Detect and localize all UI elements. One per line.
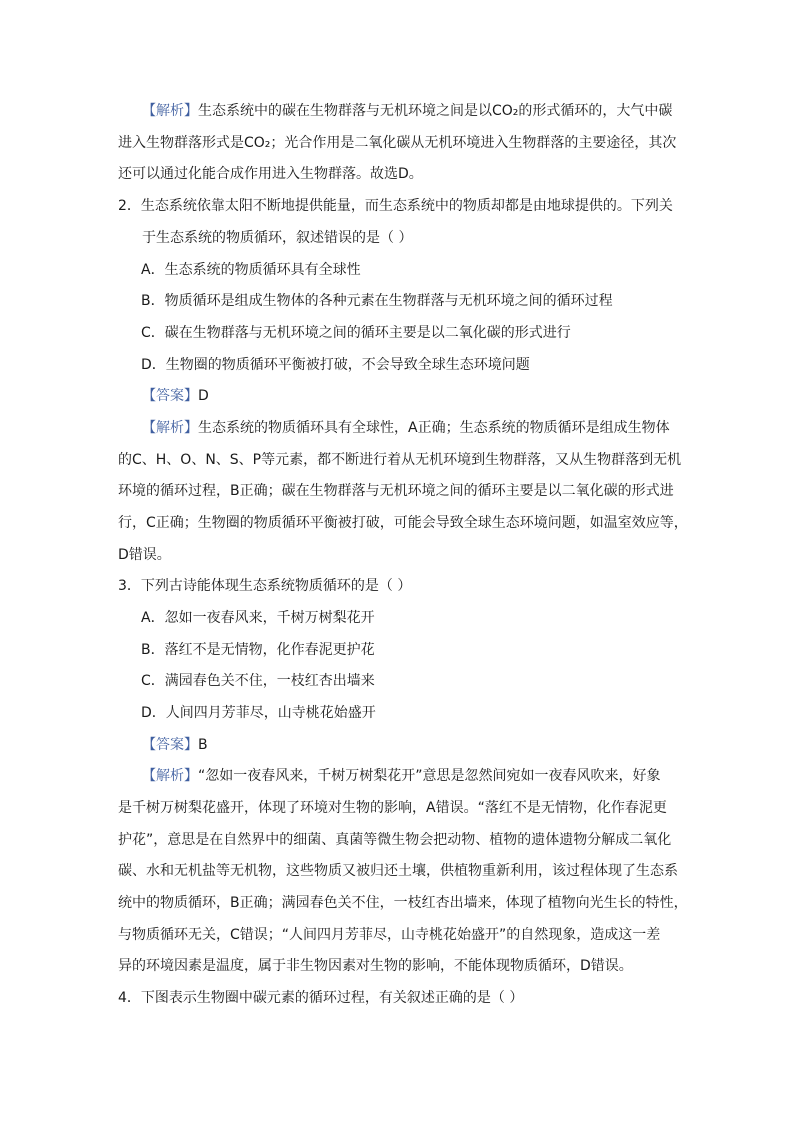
analysis-text: 碳、水和无机盐等无机物，这些物质又被归还土壤，供植物重新利用，该过程体现了生态系	[118, 863, 678, 879]
analysis-text: 生态系统中的碳在生物群落与无机环境之间是以CO₂的形式循环的，大气中碳	[198, 103, 673, 119]
question-2-option-c: C．碳在生物群落与无机环境之间的循环主要是以二氧化碳的形式进行	[141, 325, 571, 341]
question-3-option-c: C．满园春色关不住，一枝红杏出墙来	[141, 673, 375, 689]
analysis-text: 异的环境因素是温度，属于非生物因素对生物的影响，不能体现物质循环，D错误。	[118, 958, 633, 974]
question-3-option-d: D．人间四月芳菲尽，山寺桃花始盛开	[141, 705, 376, 721]
question-2-answer	[142, 386, 209, 406]
analysis-text: D错误。	[118, 547, 171, 563]
question-3-stem: 3．下列古诗能体现生态系统物质循环的是（ ）	[118, 578, 412, 594]
analysis-tag: 【解析】	[142, 768, 198, 784]
question-2-analysis	[142, 418, 670, 438]
question-2-stem: 2．生态系统依靠太阳不断地提供能量，而生态系统中的物质却都是由地球提供的。下列关	[118, 198, 673, 214]
analysis-text: 进入生物群落形式是CO₂；光合作用是二氧化碳从无机环境进入生物群落的主要途径，其次	[118, 135, 677, 151]
question-3-option-b: B．落红不是无情物，化作春泥更护花	[141, 642, 375, 658]
question-2-option-b: B．物质循环是组成生物体的各种元素在生物群落与无机环境之间的循环过程	[141, 293, 613, 309]
analysis-text: 行，C正确；生物圈的物质循环平衡被打破，可能会导致全球生态环境问题，如温室效应等，	[118, 515, 688, 531]
question-3-answer	[142, 735, 208, 755]
analysis-text: 统中的物质循环，B正确；满园春色关不住，一枝红杏出墙来，体现了植物向光生长的特性，	[118, 895, 688, 911]
answer-value: D	[198, 388, 209, 404]
analysis-text: 生态系统的物质循环具有全球性，A正确；生态系统的物质循环是组成生物体	[198, 420, 670, 436]
question-4-stem: 4．下图表示生物圈中碳元素的循环过程，有关叙述正确的是（ ）	[118, 990, 524, 1006]
analysis-text: 护花”，意思是在自然界中的细菌、真菌等微生物会把动物、植物的遗体遗物分解成二氧化	[118, 832, 672, 848]
question-3-option-a: A．忽如一夜春风来，千树万树梨花开	[141, 610, 375, 626]
question-2-stem-cont: 于生态系统的物质循环，叙述错误的是（ ）	[142, 230, 413, 246]
question-2-option-a: A．生态系统的物质循环具有全球性	[141, 262, 361, 278]
answer-value: B	[198, 737, 208, 753]
answer-tag: 【答案】	[142, 737, 198, 753]
analysis-paragraph-line	[142, 101, 672, 121]
analysis-text: 环境的循环过程，B正确；碳在生物群落与无机环境之间的循环主要是以二氧化碳的形式进	[118, 483, 674, 499]
answer-tag: 【答案】	[142, 388, 198, 404]
analysis-tag: 【解析】	[142, 420, 198, 436]
analysis-tag: 【解析】	[142, 103, 198, 119]
analysis-text: “忽如一夜春风来，千树万树梨花开”意思是忽然间宛如一夜春风吹来，好象	[198, 768, 661, 784]
analysis-text: 与物质循环无关，C错误；“人间四月芳菲尽，山寺桃花始盛开”的自然现象，造成这一差	[118, 927, 661, 943]
question-2-option-d: D．生物圈的物质循环平衡被打破，不会导致全球生态环境问题	[141, 357, 530, 373]
question-3-analysis	[142, 766, 661, 786]
analysis-text: 的C、H、O、N、S、P等元素，都不断进行着从无机环境到生物群落，又从生物群落到无机	[118, 452, 682, 468]
analysis-text: 是千树万树梨花盛开，体现了环境对生物的影响，A错误。“落红不是无情物，化作春泥更	[118, 800, 667, 816]
analysis-text: 还可以通过化能合成作用进入生物群落。故选D。	[118, 166, 423, 182]
